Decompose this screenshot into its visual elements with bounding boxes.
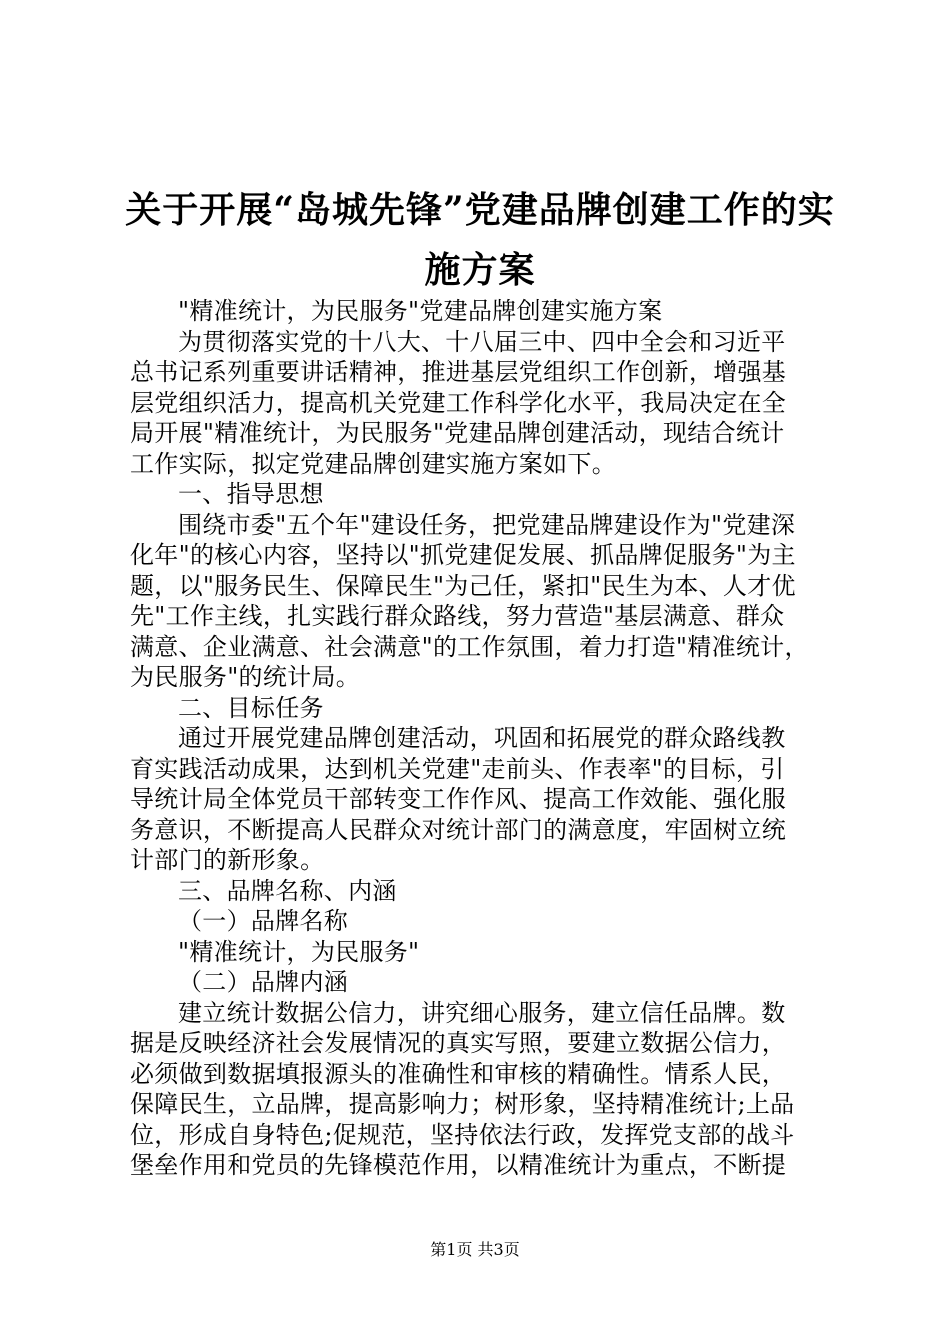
body-line: 建立统计数据公信力，讲究细心服务，建立信任品牌。数 — [178, 998, 786, 1027]
body-line: 通过开展党建品牌创建活动，巩固和拓展党的群众路线教 — [178, 724, 786, 752]
body-line: 据是反映经济社会发展情况的真实写照，要建立数据公信力， — [130, 1029, 787, 1057]
body-line: 工作实际，拟定党建品牌创建实施方案如下。 — [130, 449, 616, 478]
body-line: 育实践活动成果，达到机关党建"走前头、作表率"的目标，引 — [130, 754, 785, 783]
document-title-line-1: 关于开展“岛城先锋”党建品牌创建工作的实 — [125, 189, 835, 231]
section-heading: 一、指导思想 — [178, 480, 324, 508]
body-line: 局开展"精准统计，为民服务"党建品牌创建活动，现结合统计 — [130, 419, 785, 447]
body-line: "精准统计，为民服务"党建品牌创建实施方案 — [178, 297, 663, 325]
body-line: 为贯彻落实党的十八大、十八届三中、四中全会和习近平 — [178, 327, 786, 356]
body-line: 必须做到数据填报源头的准确性和审核的精确性。情系人民， — [130, 1059, 787, 1088]
body-line: "精准统计，为民服务" — [178, 937, 420, 966]
body-line: 满意、企业满意、社会满意"的工作氛围，着力打造"精准统计， — [130, 632, 809, 661]
document-body — [130, 296, 850, 1181]
body-line: 层党组织活力，提高机关党建工作科学化水平，我局决定在全 — [130, 388, 787, 417]
body-line: 为民服务"的统计局。 — [130, 663, 361, 691]
section-heading: 三、品牌名称、内涵 — [178, 876, 397, 905]
body-line: 总书记系列重要讲话精神，推进基层党组织工作创新，增强基 — [130, 358, 787, 386]
body-line: 保障民生，立品牌，提高影响力；树形象，坚持精准统计;上品 — [130, 1090, 795, 1118]
subsection-heading: （一）品牌名称 — [178, 907, 349, 935]
body-line: 计部门的新形象。 — [130, 846, 325, 874]
body-line: 围绕市委"五个年"建设任务，把党建品牌建设作为"党建深 — [178, 510, 796, 539]
body-line: 化年"的核心内容，坚持以"抓党建促发展、抓品牌促服务"为主 — [130, 541, 796, 569]
body-line: 先"工作主线，扎实践行群众路线，努力营造"基层满意、群众 — [130, 602, 785, 630]
section-heading: 二、目标任务 — [178, 693, 324, 722]
subsection-heading: （二）品牌内涵 — [178, 968, 349, 996]
document-title-line-2: 施方案 — [424, 249, 536, 291]
body-line: 题，以"服务民生、保障民生"为己任，紧扣"民生为本、人才优 — [130, 571, 796, 600]
body-line: 务意识，不断提高人民群众对统计部门的满意度，牢固树立统 — [130, 815, 787, 844]
body-line: 位，形成自身特色;促规范，坚持依法行政，发挥党支部的战斗 — [130, 1120, 795, 1149]
body-line: 堡垒作用和党员的先锋模范作用，以精准统计为重点，不断提 — [130, 1151, 787, 1179]
page-footer: 第1页 共3页 — [430, 1240, 520, 1259]
body-line: 导统计局全体党员干部转变工作作风、提高工作效能、强化服 — [130, 785, 787, 813]
